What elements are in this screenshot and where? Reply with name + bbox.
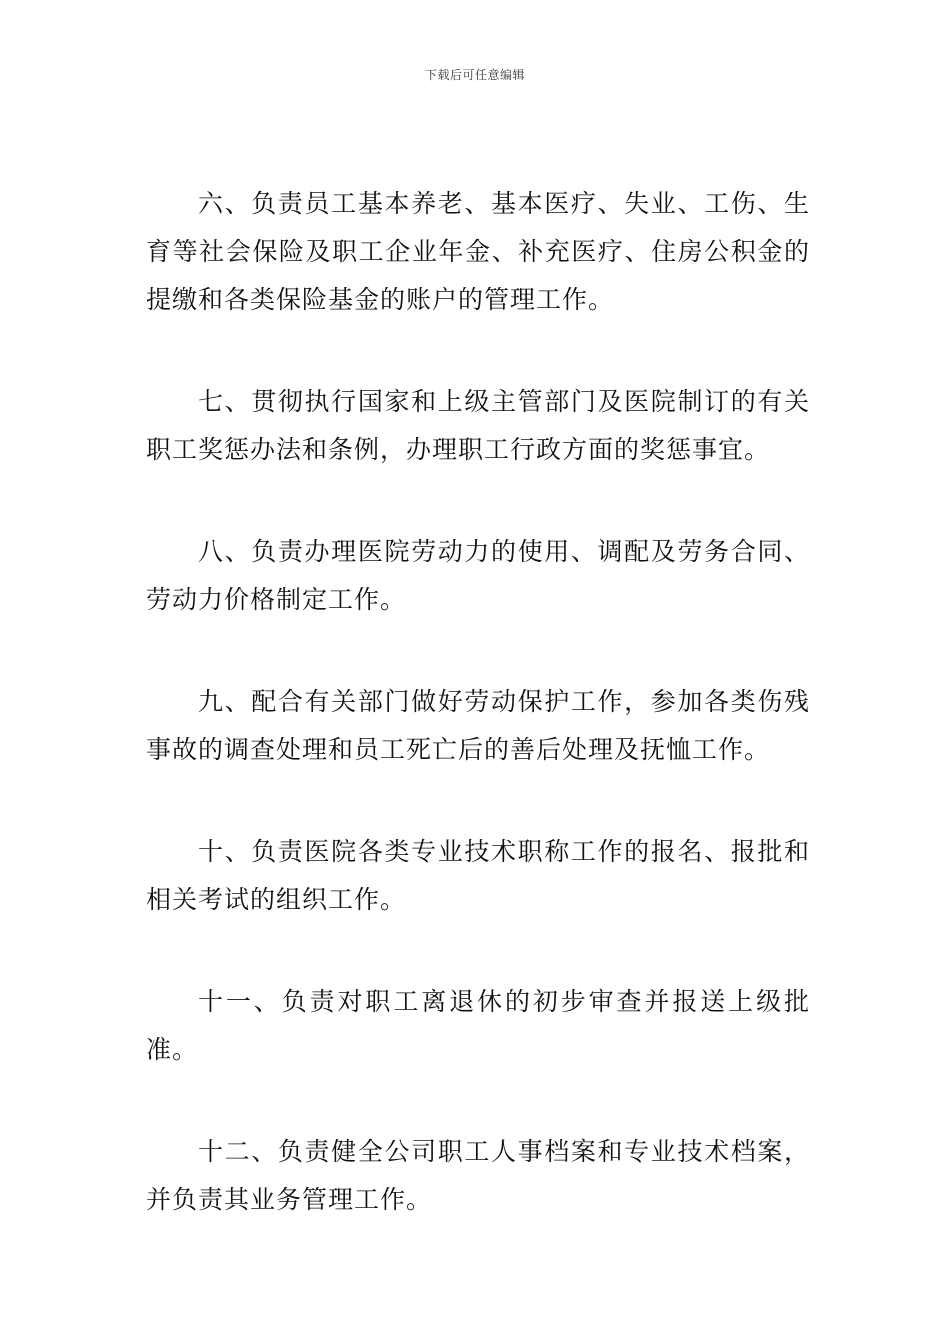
- paragraph-11: 十一、负责对职工离退休的初步审查并报送上级批准。: [146, 987, 810, 1064]
- page-header: 下载后可任意编辑: [424, 68, 525, 82]
- paragraph-7: 七、贯彻执行国家和上级主管部门及医院制订的有关职工奖惩办法和条例，办理职工行政方面的奖惩事宜。: [146, 387, 810, 464]
- paragraph-9: 九、配合有关部门做好劳动保护工作，参加各类伤残事故的调查处理和员工死亡后的善后处理及抚恤工作。: [146, 687, 810, 764]
- paragraph-12: 十二、负责健全公司职工人事档案和专业技术档案，并负责其业务管理工作。: [146, 1137, 810, 1214]
- paragraph-8: 八、负责办理医院劳动力的使用、调配及劳务合同、劳动力价格制定工作。: [146, 537, 810, 614]
- paragraph-6: 六、负责员工基本养老、基本医疗、失业、工伤、生育等社会保险及职工企业年金、补充医疗、住房公积金的提缴和各类保险基金的账户的管理工作。: [146, 189, 810, 314]
- document-body: [146, 180, 810, 1224]
- paragraph-10: 十、负责医院各类专业技术职称工作的报名、报批和相关考试的组织工作。: [146, 837, 810, 914]
